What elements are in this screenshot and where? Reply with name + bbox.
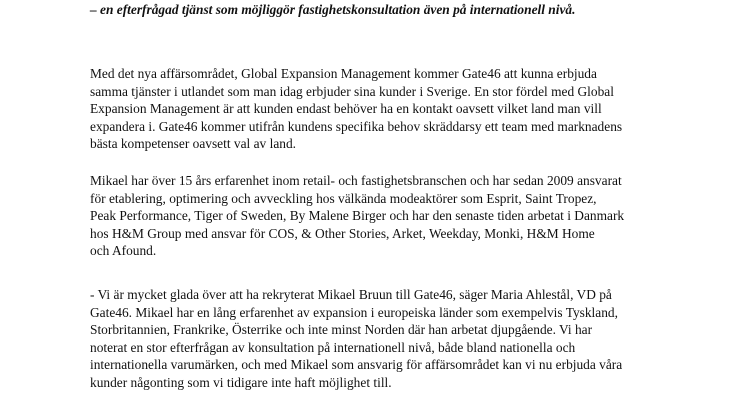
paragraph-line: expandera i. Gate46 kommer utifrån kundens specifika behov skräddarsy ett team med marknadens <box>90 118 623 134</box>
paragraph-line: - Vi är mycket glada över att ha rekryterat Mikael Bruun till Gate46, säger Maria Ahlestål, VD på <box>90 287 612 302</box>
paragraph-line: samma tjänster i utlandet som man idag erbjuder sina kunder i Sverige. En stor fördel med Global <box>90 83 614 99</box>
paragraph-line: Peak Performance, Tiger of Sweden, By Malene Birger och har den senaste tiden arbetat i Danmark <box>90 208 625 224</box>
paragraph-global-expansion <box>90 65 668 153</box>
intro-line: – en efterfrågad tjänst som möjliggör fastighetskonsultation även på internationell nivå. <box>90 2 576 17</box>
paragraph-line: för etablering, optimering och avveckling hos välkända modeaktörer som Esprit, Saint Tropez, <box>90 190 597 206</box>
paragraph-quote <box>90 286 668 392</box>
paragraph-line: kunder någonting som vi tidigare inte haft möjlighet till. <box>90 374 392 390</box>
paragraph-line: Gate46. Mikael har en lång erfarenhet av expansion i europeiska länder som exempelvis Tyskland, <box>90 304 618 320</box>
paragraph-line: bästa kompetenser oavsett val av land. <box>90 136 296 152</box>
intro-subheading <box>90 0 730 17</box>
paragraph-line: Med det nya affärsområdet, Global Expansion Management kommer Gate46 att kunna erbjuda <box>90 66 597 81</box>
paragraph-line: Mikael har över 15 års erfarenhet inom retail- och fastighetsbranschen och har sedan 2009 ansvarat <box>90 173 622 188</box>
paragraph-line: noterat en stor efterfrågan av konsultation på internationell nivå, både bland nationella och <box>90 339 576 355</box>
paragraph-line: Expansion Management är att kunden endast behöver ha en kontakt oavsett vilket land man vill <box>90 101 602 117</box>
paragraph-line: och Afound. <box>90 243 157 259</box>
paragraph-line: Storbritannien, Frankrike, Österrike och inte minst Norden där han arbetat djupgående. Vi har <box>90 322 593 338</box>
paragraph-mikael-experience <box>90 172 668 260</box>
paragraph-line: hos H&M Group med ansvar för COS, & Other Stories, Arket, Weekday, Monki, H&M Home <box>90 225 595 241</box>
paragraph-line: internationella varumärken, och med Mikael som ansvarig för affärsområdet kan vi nu erbjuda våra <box>90 357 623 373</box>
